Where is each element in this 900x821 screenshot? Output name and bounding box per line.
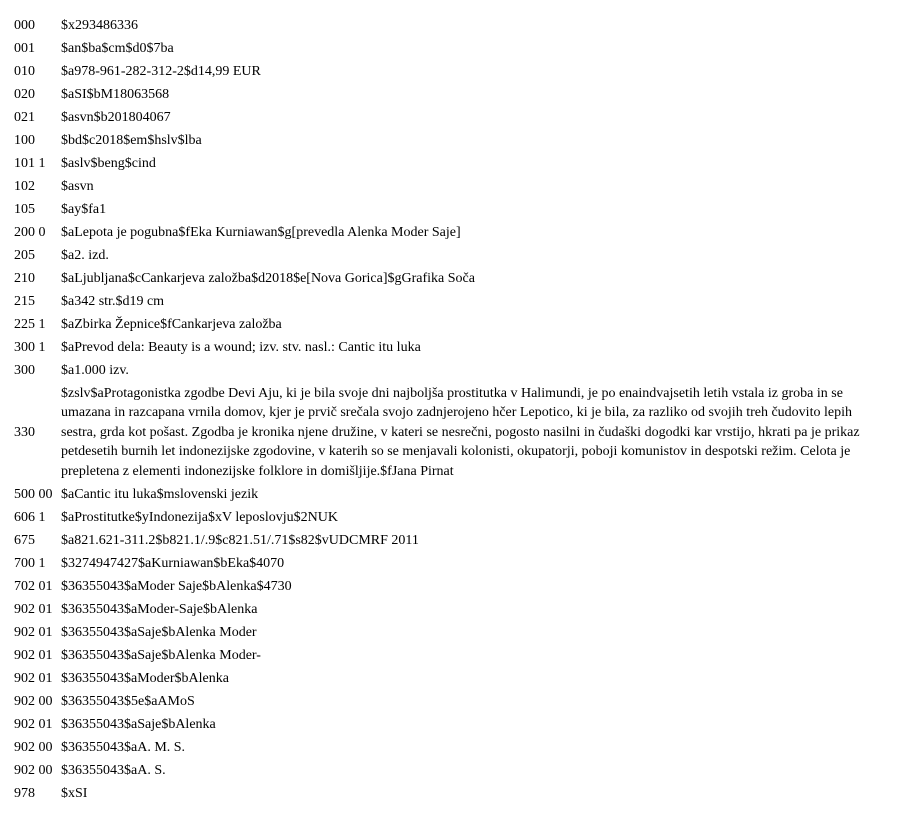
field-value: $x293486336 — [61, 17, 138, 33]
field-tag: 021 — [14, 109, 35, 125]
record-field-row — [14, 221, 886, 244]
field-tag: 500 00 — [14, 486, 53, 502]
field-value: $a1.000 izv. — [61, 362, 129, 378]
field-tag: 215 — [14, 293, 35, 309]
field-value: $aSI$bM18063568 — [61, 86, 170, 102]
field-tag: 902 00 — [14, 762, 53, 778]
field-tag: 210 — [14, 270, 35, 286]
field-tag: 330 — [14, 424, 35, 440]
record-field-row — [14, 736, 886, 759]
field-tag: 902 01 — [14, 670, 53, 686]
field-tag: 000 — [14, 17, 35, 33]
field-tag: 105 — [14, 201, 35, 217]
record-field-row — [14, 175, 886, 198]
field-value: $aCantic itu luka$mslovenski jezik — [61, 486, 259, 502]
record-field-row — [14, 244, 886, 267]
record-field-row — [14, 529, 886, 552]
record-field-row — [14, 690, 886, 713]
field-value: $36355043$aA. S. — [61, 762, 166, 778]
field-value: $36355043$aSaje$bAlenka Moder — [61, 624, 257, 640]
record-field-row — [14, 782, 886, 805]
field-value: $aPrevod dela: Beauty is a wound; izv. stv. nasl.: Cantic itu luka — [61, 339, 421, 355]
field-tag: 225 1 — [14, 316, 46, 332]
field-value: $asvn$b201804067 — [61, 109, 171, 125]
record-field-row — [14, 644, 886, 667]
field-value: $aLepota je pogubna$fEka Kurniawan$g[prevedla Alenka Moder Saje] — [61, 224, 461, 240]
field-value: $zslv$aProtagonistka zgodbe Devi Aju, ki je bila svoje dni najboljša prostitutka v Halimundi, je po enaindvajsetih letih vstala iz groba in se umazana in razcapana vrnila domov, kjer je prvič srečala svojo zadnjerojeno hčer Lepotico, ki je bila, za razliko od svojih treh čudovito lepih sestra, grda kot pošast. Zgodba je kronika njene družine, v kateri se nesrečni, pogosto nasilni in čudaški dogodki kar vrstijo, hkrati pa je prikaz petdesetih burnih let indonezijske zgodovine, v katerih so se menjavali kolonisti, okupatorji, poboji komunistov in despotski režim. Celota je prepletena z elementi indonezijske folklore in domišljije.$fJana Pirnat — [61, 386, 860, 479]
field-value: $aProstitutke$yIndonezija$xV leposlovju$2NUK — [61, 509, 338, 525]
field-value: $a342 str.$d19 cm — [61, 293, 165, 309]
record-field-row — [14, 667, 886, 690]
field-value: $a821.621-311.2$b821.1/.9$c821.51/.71$s82$vUDCMRF 2011 — [61, 532, 419, 548]
record-field-row — [14, 37, 886, 60]
field-tag: 902 01 — [14, 716, 53, 732]
field-tag: 102 — [14, 178, 35, 194]
field-tag: 100 — [14, 132, 35, 148]
record-field-row — [14, 382, 886, 483]
record-field-row — [14, 575, 886, 598]
field-tag: 675 — [14, 532, 35, 548]
record-field-row — [14, 598, 886, 621]
record-field-row — [14, 483, 886, 506]
record-field-row — [14, 359, 886, 382]
record-field-row — [14, 83, 886, 106]
field-tag: 606 1 — [14, 509, 46, 525]
record-field-row — [14, 621, 886, 644]
field-value: $3274947427$aKurniawan$bEka$4070 — [61, 555, 285, 571]
field-tag: 101 1 — [14, 155, 46, 171]
record-field-row — [14, 267, 886, 290]
field-value: $36355043$aModer Saje$bAlenka$4730 — [61, 578, 292, 594]
field-value: $a2. izd. — [61, 247, 109, 263]
field-value: $ay$fa1 — [61, 201, 107, 217]
record-field-row — [14, 106, 886, 129]
field-tag: 902 00 — [14, 739, 53, 755]
field-tag: 001 — [14, 40, 35, 56]
record-field-row — [14, 14, 886, 37]
field-value: $36355043$aModer-Saje$bAlenka — [61, 601, 258, 617]
record-field-row — [14, 313, 886, 336]
field-tag: 978 — [14, 785, 35, 801]
record-field-row — [14, 506, 886, 529]
record-field-row — [14, 336, 886, 359]
field-value: $36355043$aSaje$bAlenka — [61, 716, 216, 732]
record-field-row — [14, 198, 886, 221]
field-tag: 300 — [14, 362, 35, 378]
field-value: $asvn — [61, 178, 94, 194]
marc-record — [14, 14, 886, 805]
field-tag: 902 00 — [14, 693, 53, 709]
field-tag: 010 — [14, 63, 35, 79]
field-value: $36355043$5e$aAMoS — [61, 693, 195, 709]
record-field-row — [14, 759, 886, 782]
record-field-row — [14, 152, 886, 175]
field-value: $36355043$aSaje$bAlenka Moder- — [61, 647, 261, 663]
field-value: $an$ba$cm$d0$7ba — [61, 40, 174, 56]
field-value: $36355043$aA. M. S. — [61, 739, 186, 755]
record-field-row — [14, 713, 886, 736]
field-value: $a978-961-282-312-2$d14,99 EUR — [61, 63, 261, 79]
field-tag: 205 — [14, 247, 35, 263]
field-tag: 300 1 — [14, 339, 46, 355]
field-tag: 200 0 — [14, 224, 46, 240]
record-field-row — [14, 129, 886, 152]
record-field-row — [14, 552, 886, 575]
record-field-row — [14, 60, 886, 83]
field-value: $xSI — [61, 785, 88, 801]
field-tag: 902 01 — [14, 601, 53, 617]
field-tag: 902 01 — [14, 624, 53, 640]
field-value: $bd$c2018$em$hslv$lba — [61, 132, 202, 148]
field-tag: 902 01 — [14, 647, 53, 663]
field-value: $aLjubljana$cCankarjeva založba$d2018$e[Nova Gorica]$gGrafika Soča — [61, 270, 475, 286]
field-value: $36355043$aModer$bAlenka — [61, 670, 229, 686]
record-field-row — [14, 290, 886, 313]
field-tag: 702 01 — [14, 578, 53, 594]
field-value: $aZbirka Žepnice$fCankarjeva založba — [61, 316, 282, 332]
field-value: $aslv$beng$cind — [61, 155, 156, 171]
field-tag: 700 1 — [14, 555, 46, 571]
field-tag: 020 — [14, 86, 35, 102]
